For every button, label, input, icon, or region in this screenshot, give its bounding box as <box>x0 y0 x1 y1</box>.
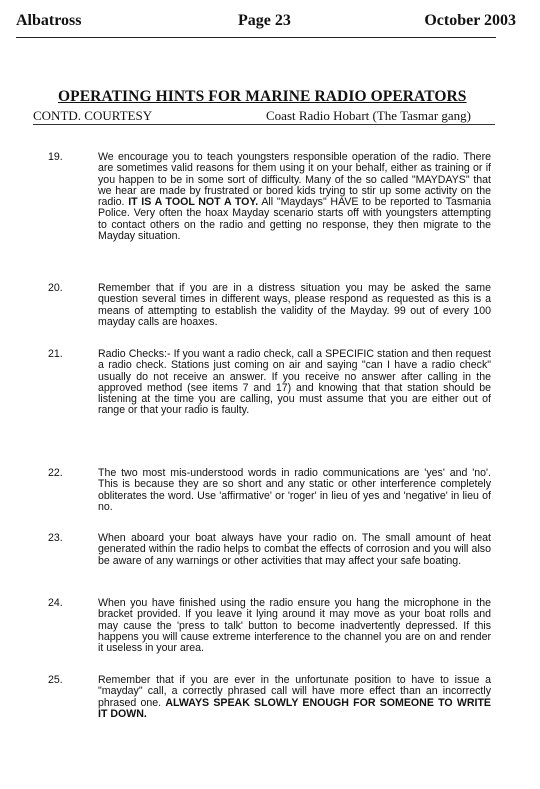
subtitle-left: CONTD. COURTESY <box>33 108 153 123</box>
item-text: When aboard your boat always have your radio on. The small amount of heat generated within the radio helps to combat the effects of corrosion and you will also be aware of any warnings or other activities that may affect your safe boating. <box>98 532 491 567</box>
item-text: When you have finished using the radio ensure you hang the microphone in the bracket provided. If you leave it lying around it may move as your boat rolls and may cause the 'press to talk' button to become inadvertently depressed. If this happens you will cause extreme interference to the channel you are on and render it useless in your area. <box>98 597 491 655</box>
item-number: 25. <box>48 674 63 686</box>
page-number: Page 23 <box>238 12 291 29</box>
header-divider <box>16 37 496 38</box>
subtitle-divider <box>33 124 495 125</box>
item-number: 24. <box>48 597 63 609</box>
publication-name: Albatross <box>16 12 82 29</box>
item-text: The two most mis-understood words in radio communications are 'yes' and 'no'. This is because they are so short and any static or other interference completely obliterates the word. Use 'affirmative' or 'roger' in lieu of yes and 'negative' in lieu of no. <box>98 467 491 513</box>
subtitle-right: Coast Radio Hobart (The Tasmar gang) <box>266 108 471 123</box>
item-text: Remember that if you are in a distress situation you may be asked the same question several times in different ways, please respond as requested as this is a means of attempting to establish the validity of the Mayday. 99 out of every 100 mayday calls are hoaxes. <box>98 282 491 328</box>
item-number: 19. <box>48 151 63 163</box>
item-text: We encourage you to teach youngsters responsible operation of the radio. There are sometimes valid reasons for them using it on your behalf, either as training or if you happen to be in some sort of difficulty. Many of the so called "MAYDAYS" that we hear are made by frustrated or bored kids trying to stir up some activity on the radio. IT IS A TOOL NOT A TOY. All "Maydays" HAVE to be reported to Tasmania Police. Very often the hoax Mayday scenario starts off with youngsters attempting to contact others on the radio and getting no response, they then migrate to the Mayday situation. <box>98 151 491 243</box>
page-header <box>16 12 516 34</box>
item-number: 20. <box>48 282 63 294</box>
item-emphasis: IT IS A TOOL NOT A TOY. <box>128 196 259 209</box>
article-title: OPERATING HINTS FOR MARINE RADIO OPERATORS <box>58 88 467 105</box>
item-text: Radio Checks:- If you want a radio check, call a SPECIFIC station and then request a radio check. Stations just coming on air and saying "can I have a radio check" usually do not receive an answer. If you receive no answer after calling in the approved method (see items 7 and 17) and knowing that that station should be listening at the time you are calling, you must assume that you are either out of range or that your radio is faulty. <box>98 348 491 417</box>
item-number: 22. <box>48 467 63 479</box>
item-emphasis: ALWAYS SPEAK SLOWLY ENOUGH FOR SOMEONE TO WRITE IT DOWN. <box>98 696 491 720</box>
issue-date: October 2003 <box>424 12 516 29</box>
item-number: 23. <box>48 532 63 544</box>
item-text: Remember that if you are ever in the unfortunate position to have to issue a "mayday" call, a correctly phrased call will have more effect than an incorrectly phrased one. ALWAYS SPEAK SLOWLY ENOUGH FOR SOMEONE TO WRITE IT DOWN. <box>98 674 491 720</box>
item-number: 21. <box>48 348 63 360</box>
